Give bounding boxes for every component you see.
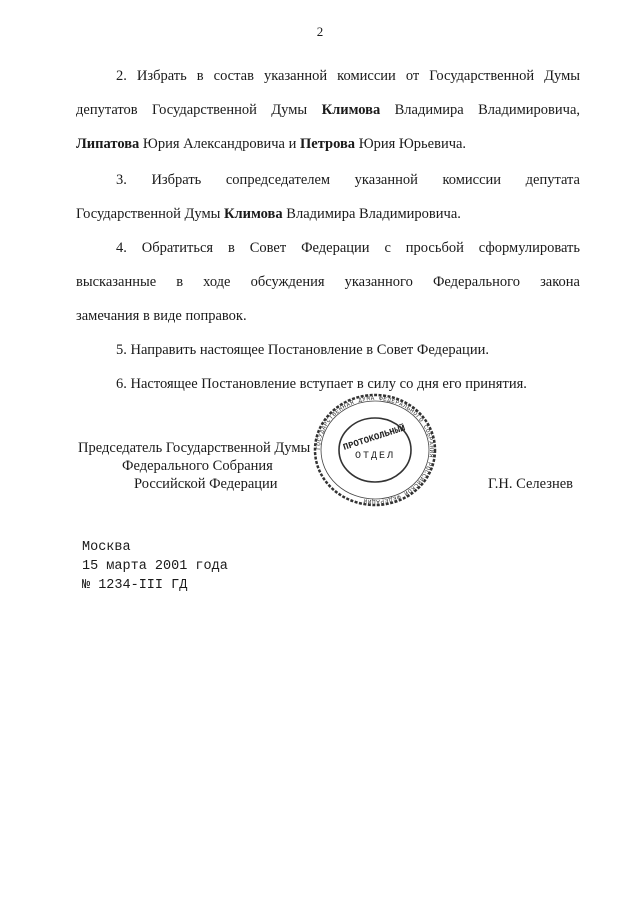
signatory-title-line-2: Федерального Собрания bbox=[122, 458, 273, 474]
text-span: Владимира Владимировича. bbox=[282, 206, 461, 222]
stamp-center-label: ОТДЕЛ bbox=[354, 451, 396, 462]
signatory-title-line-1: Председатель Государственной Думы bbox=[78, 440, 311, 456]
item-2-line-3 bbox=[76, 136, 580, 153]
surname: Климова bbox=[223, 206, 283, 222]
item-3-line-1: 3. Избрать сопредседателем указанной комиссии депутата bbox=[116, 172, 580, 188]
footer-date: 15 марта 2001 года bbox=[82, 559, 228, 574]
item-4-line-3: замечания в виде поправок. bbox=[76, 308, 247, 324]
text-span: Юрия Юрьевича. bbox=[355, 136, 467, 152]
item-6: 6. Настоящее Постановление вступает в силу со дня его принятия. bbox=[116, 376, 527, 392]
item-5: 5. Направить настоящее Постановление в Совет Федерации. bbox=[116, 342, 489, 358]
signatory-title-line-3: Российской Федерации bbox=[134, 476, 278, 492]
surname: Климова bbox=[321, 102, 381, 118]
seal-stamp bbox=[300, 388, 450, 508]
item-2-line-1: 2. Избрать в состав указанной комиссии от Государственной Думы bbox=[116, 68, 580, 84]
page-number: 2 bbox=[316, 24, 324, 39]
text-span: Юрия Александровича и bbox=[139, 136, 300, 152]
footer-number: № 1234-III ГД bbox=[82, 578, 188, 593]
signatory-name: Г.Н. Селезнев bbox=[488, 476, 573, 492]
text-span: Владимира Владимировича, bbox=[380, 102, 580, 118]
item-4-line-1: 4. Обратиться в Совет Федерации с просьбой сформулировать bbox=[116, 240, 580, 256]
text-span: депутатов Государственной Думы bbox=[76, 102, 322, 118]
surname: Петрова bbox=[300, 136, 356, 152]
item-2-line-2 bbox=[76, 102, 580, 119]
item-3-line-2 bbox=[76, 206, 580, 223]
item-4-line-2: высказанные в ходе обсуждения указанного Федерального закона bbox=[76, 274, 580, 290]
surname: Липатова bbox=[76, 136, 140, 152]
svg-text:ГОСУДАРСТВЕННАЯ ДУМА ФЕДЕРАЛЬН: ГОСУДАРСТВЕННАЯ ДУМА ФЕДЕРАЛЬНОГО СОБРАНИЯ РОССИЙСКОЙ ФЕДЕРАЦИИ bbox=[314, 394, 436, 506]
stamp-ring-label: ПРОТОКОЛЬНЫЙ bbox=[342, 423, 407, 453]
text-span: Государственной Думы bbox=[76, 206, 224, 222]
footer-city: Москва bbox=[82, 540, 131, 555]
